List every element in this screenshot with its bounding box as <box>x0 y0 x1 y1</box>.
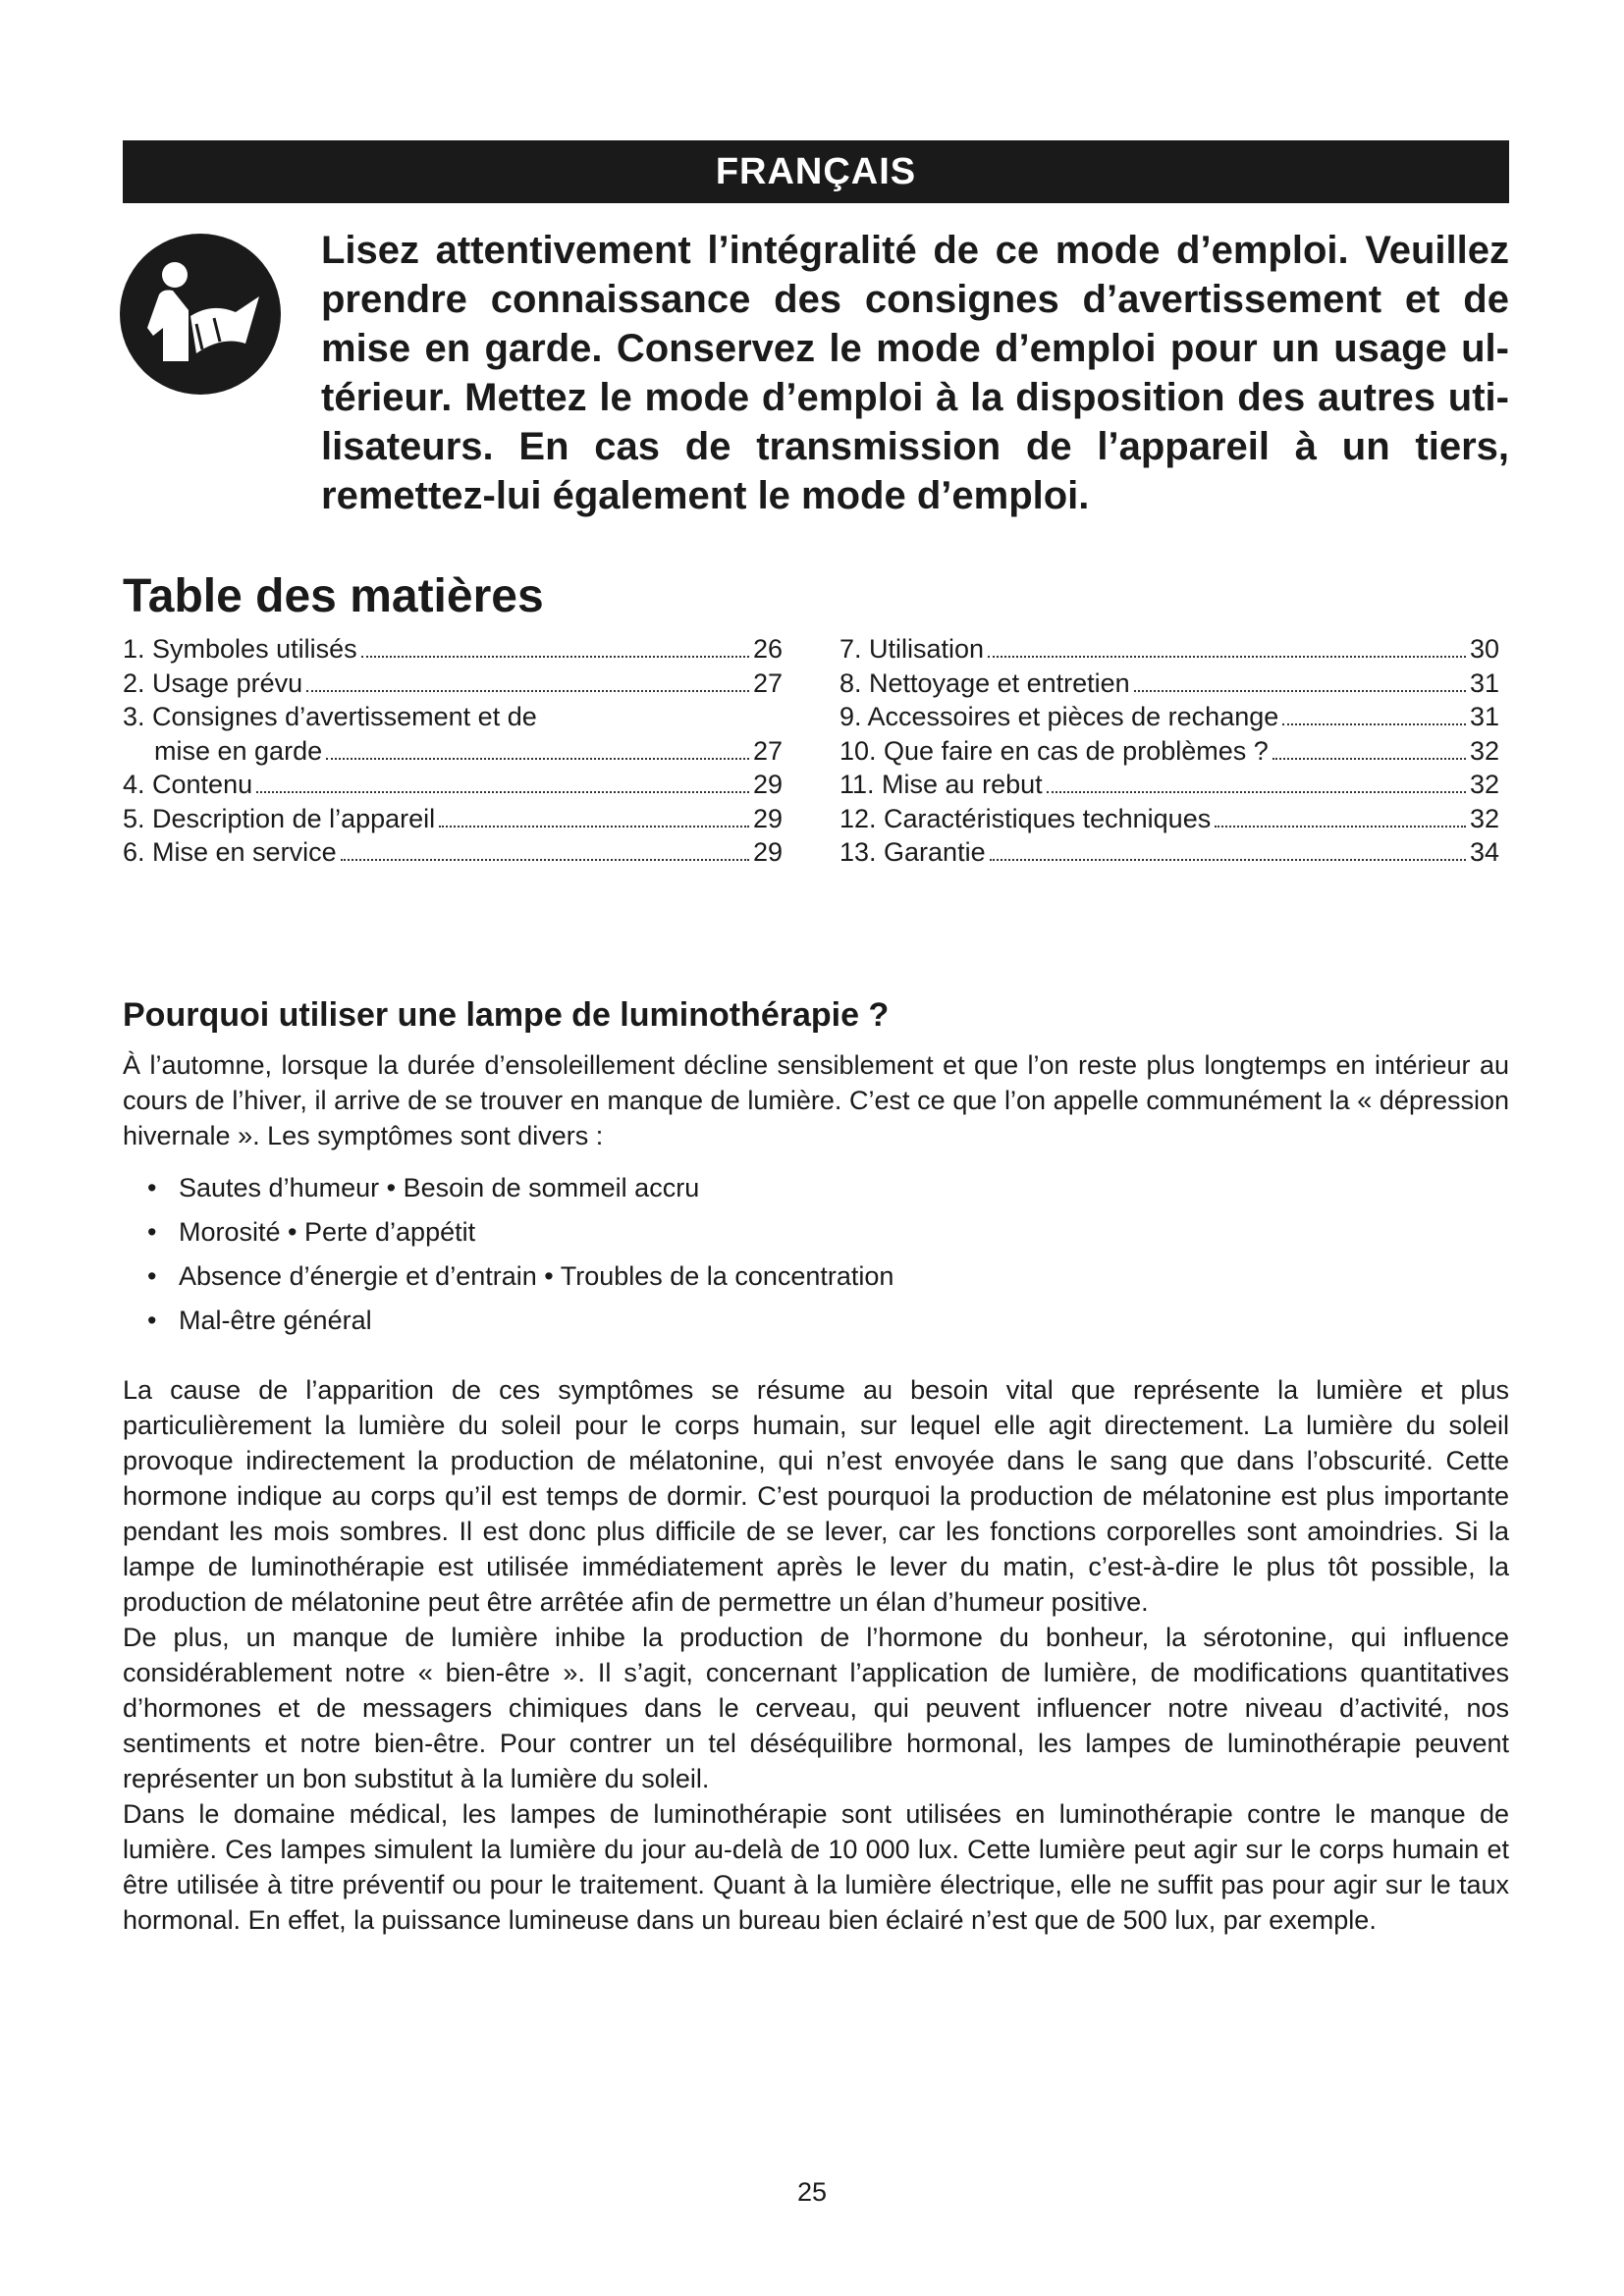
toc-entry[interactable]: 4. Contenu 29 <box>123 770 783 799</box>
toc-entry[interactable]: 5. Description de l’appareil 29 <box>123 803 783 833</box>
toc-entry[interactable]: mise en garde 27 <box>154 735 783 766</box>
language-label: FRANÇAIS <box>715 150 917 192</box>
toc-entry[interactable]: 8. Nettoyage et entretien 31 <box>839 667 1499 698</box>
paragraph: La cause de l’apparition de ces symptômes se résume au besoin vital que représente la lumière et plus particulièrement la lumière du soleil pour le corps humain, sur lequel elle agit directement. La lumière du soleil provoque indirectement la production de mélatonine, qui n’est envoyée dans le sang que dans l’obscurité. Cette hormone indique au corps qu’il est temps de dormir. C’est pourquoi la production de mélatonine est plus importante pendant les mois sombres. Il est donc plus difficile de se lever, car les fonctions corporelles sont amoindries. Si la lampe de luminothérapie est utilisée immédiatement après le lever du matin, c’est-à-dire le plus tôt possible, la production de mélatonine peut être arrêtée afin de permettre un élan d’humeur positive. <box>123 1375 1509 1617</box>
bullet: • <box>147 1217 157 1247</box>
body-text <box>123 1372 1509 1938</box>
toc-entry[interactable]: 7. Utilisation 30 <box>839 634 1499 664</box>
toc-left-column <box>123 632 783 870</box>
toc-entry[interactable]: 12. Caractéristiques techniques 32 <box>839 803 1499 833</box>
toc-right-column <box>839 632 1499 870</box>
read-manual-icon <box>120 234 281 395</box>
list-item: • Absence d’énergie et d’entrain • Troubles de la concentration <box>147 1255 893 1299</box>
toc-entry[interactable]: 9. Accessoires et pièces de rechange 31 <box>839 702 1499 731</box>
list-item: • Sautes d’humeur • Besoin de sommeil accru <box>147 1166 893 1210</box>
paragraph: À l’automne, lorsque la durée d’ensoleillement décline sensiblement et que l’on reste plus longtemps en intérieur au cours de l’hiver, il arrive de se trouver en manque de lumière. C’est ce que l’on appelle communément la « dépression hivernale ». Les symptômes sont divers : <box>123 1050 1509 1150</box>
list-item: • Mal-être général <box>147 1299 893 1343</box>
toc-entry[interactable]: 13. Garantie 34 <box>839 837 1499 867</box>
toc-title: Table des matières <box>123 570 544 622</box>
toc-entry[interactable]: 6. Mise en service 29 <box>123 837 783 867</box>
intro-warning: Lisez attentivement l’intégralité de ce mode d’emploi. Veuillez prendre connaissance des consignes d’avertissement et de mise en garde. Conservez le mode d’emploi pour un usage ultérieur. Mettez le mode d’emploi à la disposition des autres utilisateurs. En cas de transmission de l’appareil à un tiers, remettez-lui également le mode d’emploi. <box>321 229 1509 517</box>
page-number: 25 <box>796 2177 828 2207</box>
paragraph: Dans le domaine médical, les lampes de luminothérapie sont utilisées en luminothérapie contre le manque de lumière. Ces lampes simulent la lumière du jour au-delà de 10 000 lux. Cette lumière peut agir sur le corps humain et être utilisée à titre préventif ou pour le traitement. Quant à la lumière électrique, elle ne suffit pas pour agir sur le taux hormonal. En effet, la puissance lumineuse dans un bureau bien éclairé n’est que de 500 lux, par exemple. <box>123 1799 1509 1935</box>
list-item: • Morosité • Perte d’appétit <box>147 1210 893 1255</box>
toc-entry[interactable]: 11. Mise au rebut 32 <box>839 770 1499 799</box>
symptom-list <box>147 1166 893 1343</box>
bullet: • <box>147 1261 157 1291</box>
paragraph: De plus, un manque de lumière inhibe la production de l’hormone du bonheur, la sérotonine, qui influence considérablement notre « bien-être ». Il s’agit, concernant l’application de lumière, de modifications quantitatives d’hormones et de messagers chimiques dans le cerveau, qui peuvent influencer notre niveau d’activité, nos sentiments et notre bien-être. Pour contrer un tel déséquilibre hormonal, les lampes de luminothérapie peuvent représenter un bon substitut à la lumière du soleil. <box>123 1623 1509 1793</box>
bullet: • <box>147 1173 157 1202</box>
toc-entry[interactable]: 10. Que faire en cas de problèmes ? 32 <box>839 735 1499 766</box>
bullet: • <box>147 1306 157 1335</box>
toc-entry[interactable]: 1. Symboles utilisés 26 <box>123 634 783 664</box>
toc-entry[interactable]: 2. Usage prévu 27 <box>123 667 783 698</box>
section-title: Pourquoi utiliser une lampe de luminothérapie ? <box>123 996 890 1034</box>
toc-entry-first-line[interactable]: 3. Consignes d’avertissement et de <box>123 702 537 731</box>
language-header <box>123 140 1509 203</box>
